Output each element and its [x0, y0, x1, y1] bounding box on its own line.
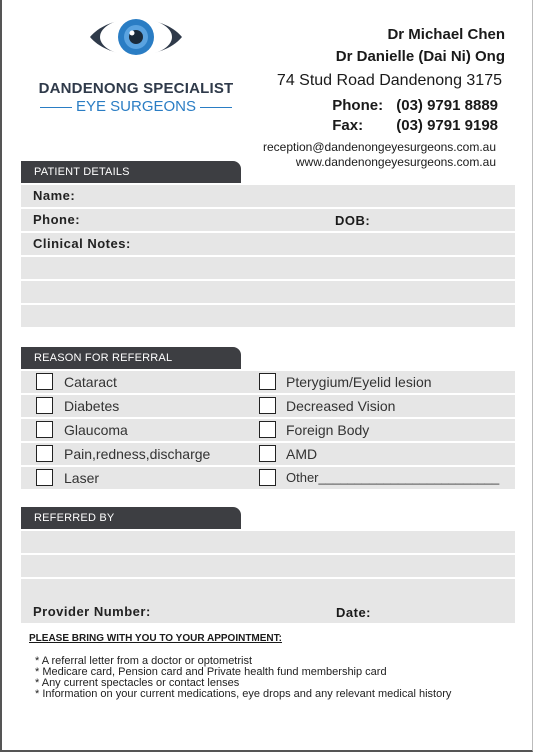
- reason-label: Pain,redness,discharge: [64, 446, 211, 462]
- other-checkbox[interactable]: [259, 469, 276, 486]
- fax-label: Fax:: [332, 117, 364, 134]
- reason-heading: REASON FOR REFERRAL: [21, 347, 241, 369]
- clinical-notes-line[interactable]: [21, 305, 515, 327]
- list-item: * A referral letter from a doctor or optometrist: [35, 655, 253, 667]
- reason-label: Glaucoma: [64, 422, 128, 438]
- clinic-name: DANDENONG SPECIALIST: [38, 80, 234, 97]
- doctor-name: Dr Danielle (Dai Ni) Ong: [335, 48, 505, 65]
- reason-label: Laser: [64, 470, 100, 486]
- dob-label[interactable]: DOB:: [335, 213, 371, 228]
- reason-row: [21, 395, 515, 417]
- patient-details-heading: PATIENT DETAILS: [21, 161, 241, 183]
- fax-row: [332, 116, 498, 136]
- divider: [200, 107, 232, 108]
- doctors-list: [336, 24, 505, 68]
- patient-phone-field[interactable]: Phone:: [21, 209, 515, 231]
- other-reason-field[interactable]: Other_________________________: [286, 470, 500, 485]
- cataract-checkbox[interactable]: [36, 373, 53, 390]
- reason-label: Cataract: [64, 374, 117, 390]
- clinical-notes-field[interactable]: Clinical Notes:: [21, 233, 515, 255]
- reason-label: Foreign Body: [286, 422, 370, 438]
- eye-logo-icon: [88, 10, 184, 64]
- referrer-line[interactable]: [21, 579, 515, 601]
- list-item: * Medicare card, Pension card and Private health fund membership card: [35, 666, 387, 678]
- reason-row: [21, 443, 515, 465]
- provider-number-field[interactable]: Provider Number:: [21, 601, 515, 623]
- divider: [40, 107, 72, 108]
- pterygium-checkbox[interactable]: [259, 373, 276, 390]
- reason-label: Decreased Vision: [286, 398, 396, 414]
- clinic-subtitle-text: EYE SURGEONS: [75, 98, 197, 115]
- glaucoma-checkbox[interactable]: [36, 421, 53, 438]
- clinical-notes-line[interactable]: [21, 281, 515, 303]
- patient-name-field[interactable]: Name:: [21, 185, 515, 207]
- decreased-vision-checkbox[interactable]: [259, 397, 276, 414]
- referred-by-heading: REFERRED BY: [21, 507, 241, 529]
- referrer-line[interactable]: [21, 555, 515, 577]
- email-link[interactable]: reception@dandenongeyesurgeons.com.au: [262, 140, 496, 154]
- laser-checkbox[interactable]: [36, 469, 53, 486]
- phone-row: [332, 96, 498, 116]
- clinical-notes-line[interactable]: [21, 257, 515, 279]
- reason-label: Pterygium/Eyelid lesion: [286, 374, 432, 390]
- clinic-contact: [332, 96, 498, 136]
- date-label[interactable]: Date:: [336, 605, 372, 620]
- amd-checkbox[interactable]: [259, 445, 276, 462]
- doctor-name: Dr Michael Chen: [387, 26, 505, 43]
- appointment-notice-list: [35, 656, 451, 700]
- phone-number: (03) 9791 8889: [396, 97, 498, 114]
- appointment-notice-title: PLEASE BRING WITH YOU TO YOUR APPOINTMENT:: [29, 633, 282, 644]
- reason-row: [21, 371, 515, 393]
- referrer-line[interactable]: [21, 531, 515, 553]
- foreign-body-checkbox[interactable]: [259, 421, 276, 438]
- list-item: * Information on your current medications, eye drops and any relevant medical history: [35, 688, 452, 700]
- website-link[interactable]: www.dandenongeyesurgeons.com.au: [295, 155, 496, 169]
- reason-label: AMD: [286, 446, 318, 462]
- diabetes-checkbox[interactable]: [36, 397, 53, 414]
- reason-row: [21, 467, 515, 489]
- reason-row: [21, 419, 515, 441]
- clinic-subtitle: [30, 98, 242, 115]
- fax-number: (03) 9791 9198: [396, 117, 498, 134]
- reason-label: Diabetes: [64, 398, 120, 414]
- phone-label: Phone:: [332, 97, 384, 114]
- pain-redness-checkbox[interactable]: [36, 445, 53, 462]
- list-item: * Any current spectacles or contact lenses: [35, 677, 240, 689]
- clinic-address: 74 Stud Road Dandenong 3175: [276, 72, 502, 89]
- web-info: [263, 140, 496, 170]
